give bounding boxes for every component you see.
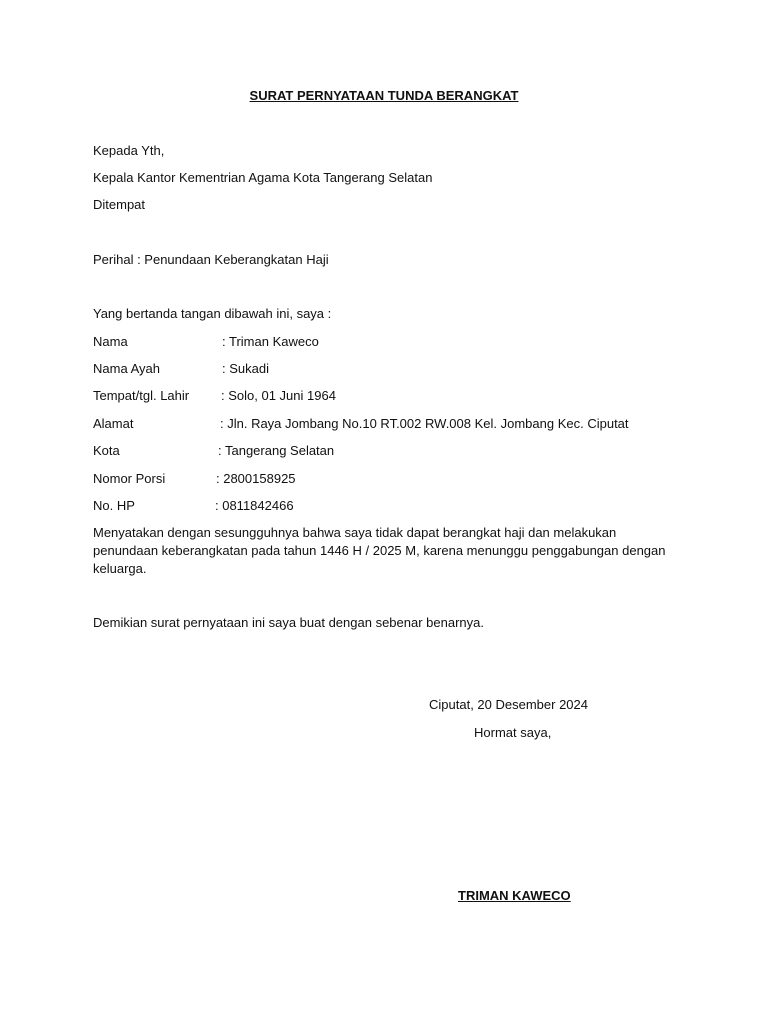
field-label: Nama xyxy=(93,334,128,349)
field-label: Nama Ayah xyxy=(93,361,160,376)
field-value: : 2800158925 xyxy=(216,471,296,486)
field-label: Nomor Porsi xyxy=(93,471,166,486)
field-value: : 0811842466 xyxy=(215,498,294,513)
signer-name: TRIMAN KAWECO xyxy=(458,888,571,903)
subject-line: Perihal : Penundaan Keberangkatan Haji xyxy=(93,252,329,267)
intro-line: Yang bertanda tangan dibawah ini, saya : xyxy=(93,306,332,321)
field-label: Tempat/tgl. Lahir xyxy=(93,388,190,403)
letter-title: SURAT PERNYATAAN TUNDA BERANGKAT xyxy=(249,88,519,103)
regards: Hormat saya, xyxy=(474,725,552,740)
field-value: : Solo, 01 Juni 1964 xyxy=(221,388,336,403)
statement-paragraph: Menyatakan dengan sesungguhnya bahwa saya tidak dapat berangkat haji dan melakukan penundaan keberangkatan pada tahun 1446 H / 2025 M, karena menunggu penggabungan dengan keluarga. xyxy=(93,525,666,576)
field-label: Kota xyxy=(93,443,120,458)
field-value: : Sukadi xyxy=(222,361,269,376)
salutation: Kepada Yth, xyxy=(93,143,165,158)
field-label: Alamat xyxy=(93,416,134,431)
place: Ditempat xyxy=(93,197,146,212)
field-value: : Tangerang Selatan xyxy=(218,443,335,458)
closing-line: Demikian surat pernyataan ini saya buat dengan sebenar benarnya. xyxy=(93,615,484,630)
field-value: : Triman Kaweco xyxy=(222,334,319,349)
addressee: Kepala Kantor Kementrian Agama Kota Tangerang Selatan xyxy=(93,170,433,185)
place-date: Ciputat, 20 Desember 2024 xyxy=(429,697,588,712)
field-label: No. HP xyxy=(93,498,135,513)
field-value: : Jln. Raya Jombang No.10 RT.002 RW.008 Kel. Jombang Kec. Ciputat xyxy=(220,416,629,431)
